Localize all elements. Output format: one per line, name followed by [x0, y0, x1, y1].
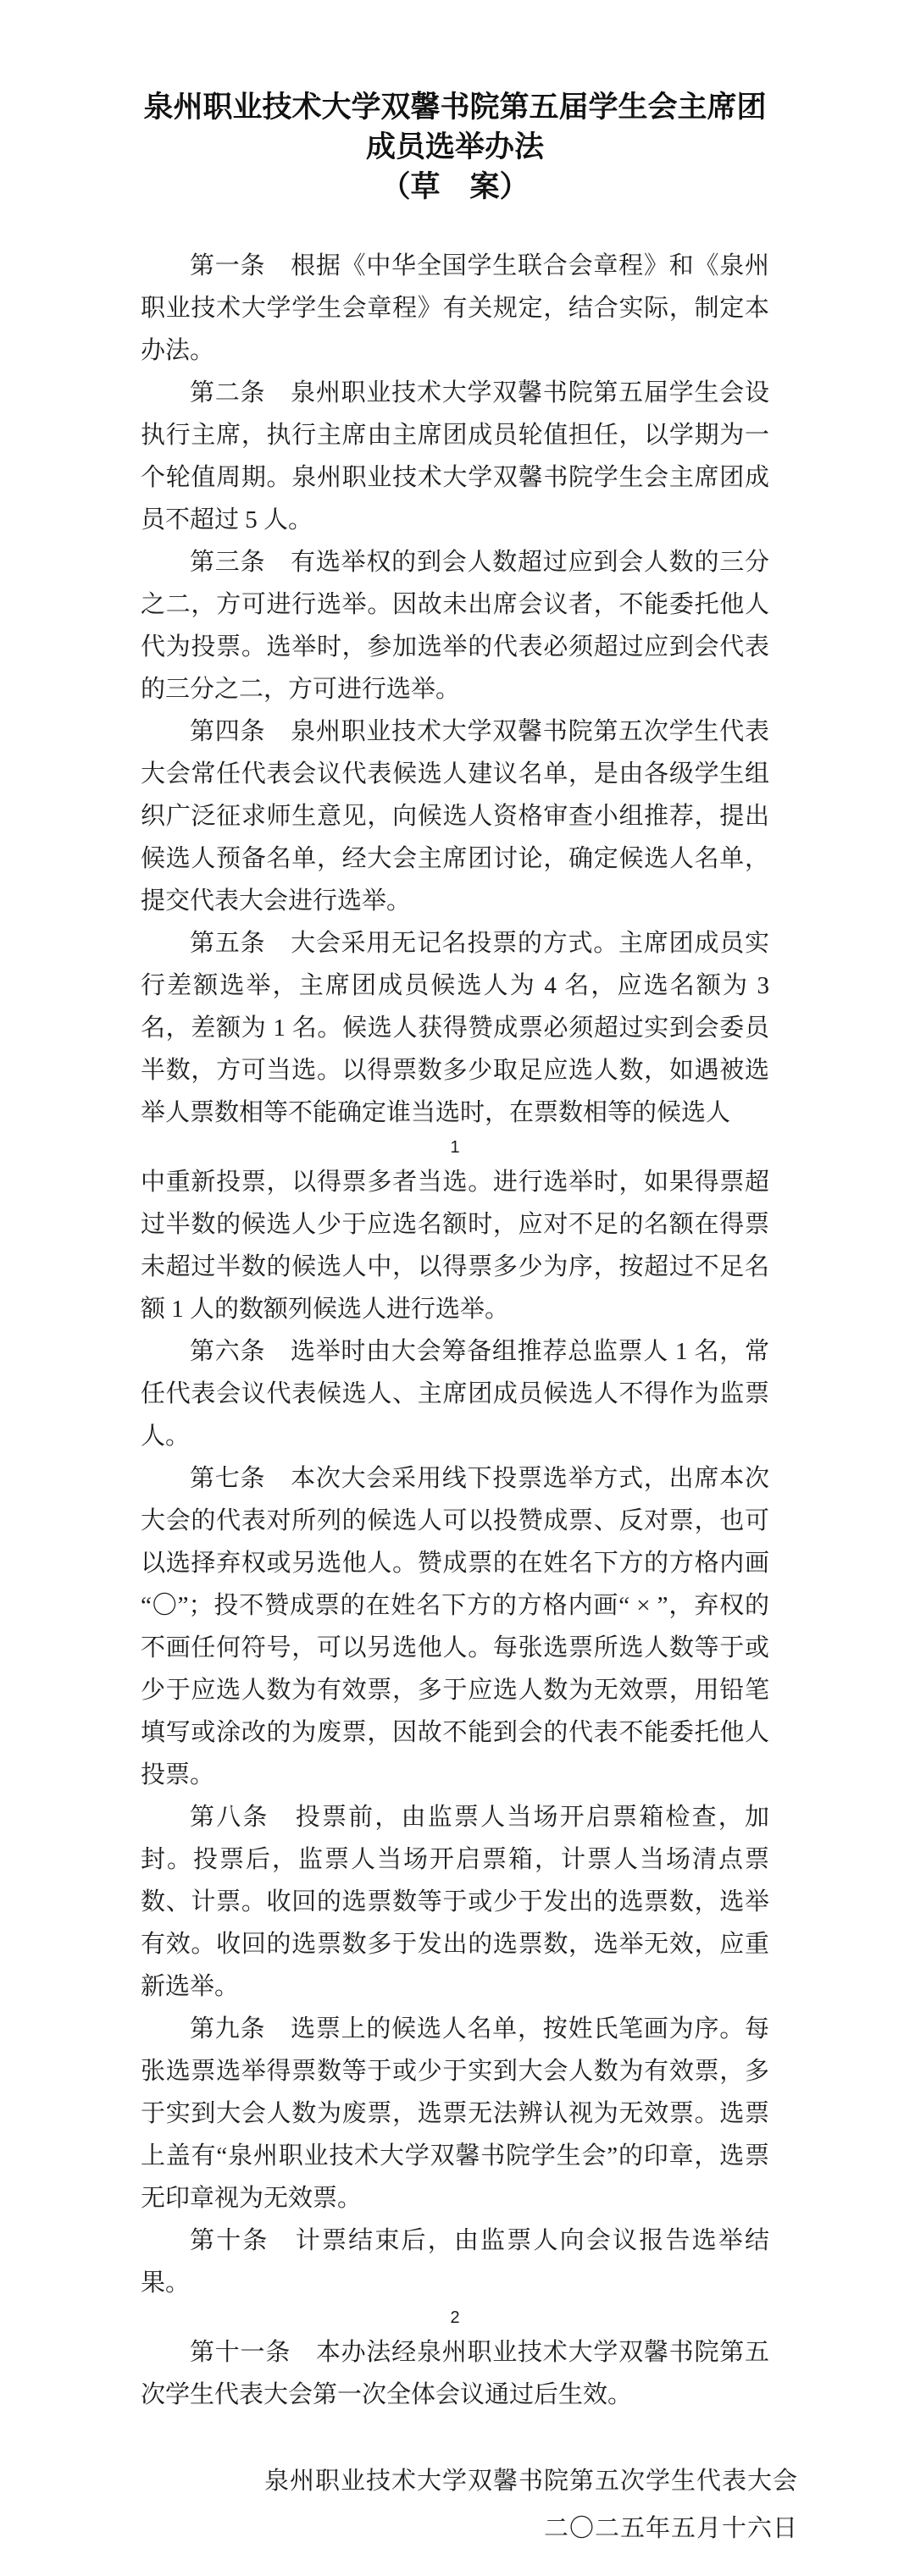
paragraph-article-1: 第一条 根据《中华全国学生联合会章程》和《泉州职业技术大学学生会章程》有关规定，结合实际，制定本办法。: [141, 252, 769, 364]
paragraph-article-11: 第十一条 本办法经泉州职业技术大学双馨书院第五次学生代表大会第一次全体会议通过后生效。: [141, 2339, 769, 2408]
document-title: [141, 87, 769, 207]
date-line: 二〇二五年五月十六日: [543, 2515, 798, 2542]
paragraph-article-4: 第四条 泉州职业技术大学双馨书院第五次学生代表大会常任代表会议代表候选人建议名单，是由各级学生组织广泛征求师生意见，向候选人资格审查小组推荐，提出候选人预备名单，经大会主席团讨论，确定候选人名单，提交代表大会进行选举。: [141, 718, 769, 915]
title-line-1: 泉州职业技术大学双馨书院第五届学生会主席团: [143, 91, 767, 124]
paragraph-article-7: 第七条 本次大会采用线下投票选举方式，出席本次大会的代表对所列的候选人可以投赞成票、反对票，也可以选择弃权或另选他人。赞成票的在姓名下方的方格内画“〇”；投不赞成票的在姓名下方的方格内画“ × ”，弃权的不画任何符号，可以另选他人。每张选票所选人数等于或少于应选人数为有效票，多于应选人数为无效票，用铅笔填写或涂改的为废票，因故不能到会的代表不能委托他人投票。: [141, 1465, 769, 1788]
paragraph-article-5-part-1: 第五条 大会采用无记名投票的方式。主席团成员实行差额选举，主席团成员候选人为 4 名，应选名额为 3 名，差额为 1 名。候选人获得赞成票必须超过实到会委员半数，方可当选。以得票数多少取足应选人数，如遇被选举人票数相等不能确定谁当选时，在票数相等的候选人: [141, 930, 769, 1126]
paragraph-article-9: 第九条 选票上的候选人名单，按姓氏笔画为序。每张选票选举得票数等于或少于实到大会人数为有效票，多于实到大会人数为废票，选票无法辨认视为无效票。选票上盖有“泉州职业技术大学双馨书院学生会”的印章，选票无印章视为无效票。: [141, 2015, 769, 2212]
page-number-1: 1: [450, 1138, 460, 1157]
paragraph-article-8: 第八条 投票前，由监票人当场开启票箱检查，加封。投票后，监票人当场开启票箱，计票人当场清点票数、计票。收回的选票数等于或少于发出的选票数，选举有效。收回的选票数多于发出的选票数，选举无效，应重新选举。: [141, 1804, 769, 2000]
paragraph-article-10: 第十条 计票结束后，由监票人向会议报告选举结果。: [141, 2227, 769, 2297]
signature-line: 泉州职业技术大学双馨书院第五次学生代表大会: [263, 2468, 798, 2495]
paragraph-article-5-part-2: 中重新投票，以得票多者当选。进行选举时，如果得票超过半数的候选人少于应选名额时，应对不足的名额在得票未超过半数的候选人中，以得票多少为序，按超过不足名额 1 人的数额列候选人进行选举。: [141, 1169, 769, 1323]
page-number-2: 2: [450, 2308, 460, 2327]
document-closing: [141, 2460, 798, 2555]
title-subtitle-draft: （草 案）: [380, 170, 530, 203]
paragraph-article-3: 第三条 有选举权的到会人数超过应到会人数的三分 之二，方可进行选举。因故未出席会议者，不能委托他人代为投票。选举时，参加选举的代表必须超过应到会代表的三分之二，方可进行选举。: [141, 549, 769, 703]
title-line-2: 成员选举办法: [365, 130, 544, 163]
paragraph-article-6: 第六条 选举时由大会筹备组推荐总监票人 1 名，常任代表会议代表候选人、主席团成员候选人不得作为监票人。: [141, 1338, 769, 1450]
document-body: [141, 245, 769, 2416]
paragraph-article-2: 第二条 泉州职业技术大学双馨书院第五届学生会设执行主席，执行主席由主席团成员轮值担任，以学期为一个轮值周期。泉州职业技术大学双馨书院学生会主席团成员不超过 5 人。: [141, 379, 769, 533]
